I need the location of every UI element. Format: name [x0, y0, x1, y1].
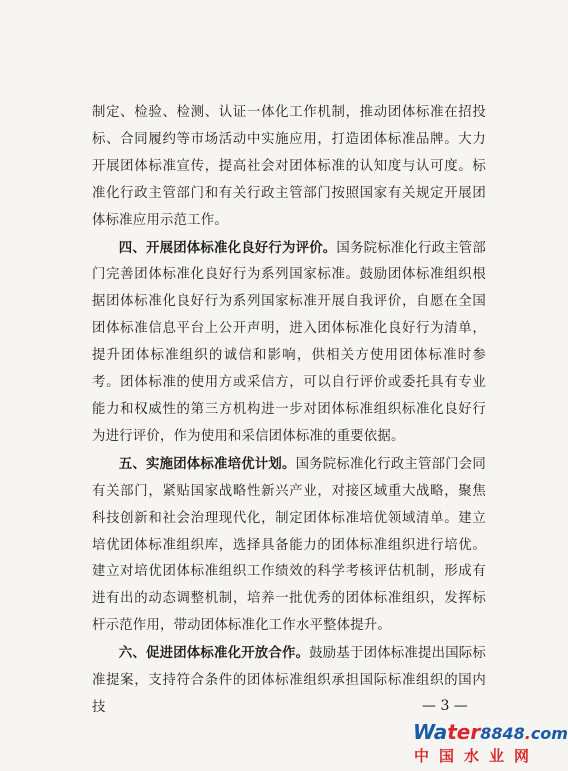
- section-heading: 四、开展团体标准化良好行为评价。: [118, 239, 337, 256]
- paragraph-text: 国务院标准化行政主管部门完善团体标准化良好行为系列国家标准。鼓励团体标准组织根据团体标准化良好行为系列国家标准开展自我评价，自愿在全国团体标准信息平台上公开声明，进入团体标准化良好行为清单，提升团体标准组织的诚信和影响，供相关方使用团体标准时参考。团体标准的使用方或采信方，可以自行评价或委托具有专业能力和权威性的第三方机构进一步对团体标准组织标准化良好行为进行评价，作为使用和采信团体标准的重要依据。: [92, 240, 486, 444]
- paragraph-text: 鼓励基于团体标准提出国际标准提案，支持符合条件的团体标准组织承担国际标准组织的国内技: [92, 646, 486, 715]
- paragraph-section-5: [92, 451, 486, 640]
- document-body: [92, 100, 486, 722]
- watermark-brand-num: 8848: [480, 724, 525, 743]
- watermark-brand-dot: .: [524, 724, 531, 743]
- section-heading: 五、实施团体标准培优计划。: [118, 455, 296, 472]
- paragraph-continuation: [92, 100, 486, 235]
- paragraph-text: 制定、检验、检测、认证一体化工作机制，推动团体标准在招投标、合同履约等市场活动中实施应用，打造团体标准品牌。大力开展团体标准宣传，提高社会对团体标准的认知度与认可度。标准化行政主管部门和有关行政主管部门按照国家有关规定开展团体标准应用示范工作。: [92, 105, 486, 228]
- section-heading: 六、促进团体标准化开放合作。: [118, 645, 310, 662]
- watermark-tagline: 中国水业网: [414, 747, 540, 765]
- watermark-logo: [413, 720, 568, 744]
- paragraph-section-4: [92, 235, 486, 451]
- watermark-brand-com: com: [530, 724, 568, 743]
- watermark-brand-wa: Wa: [413, 720, 448, 744]
- watermark-brand-ter: ter: [447, 720, 481, 744]
- paragraph-text: 国务院标准化行政主管部门会同有关部门，紧贴国家战略性新兴产业，对接区域重大战略，聚焦科技创新和社会治理现代化，制定团体标准培优领域清单。建立培优团体标准组织库，选择具备能力的团体标准组织进行培优。建立对培优团体标准组织工作绩效的科学考核评估机制，形成有进有出的动态调整机制，培养一批优秀的团体标准组织，发挥标杆示范作用，带动团体标准化工作水平整体提升。: [92, 456, 486, 634]
- page-number: — 3 —: [422, 698, 468, 714]
